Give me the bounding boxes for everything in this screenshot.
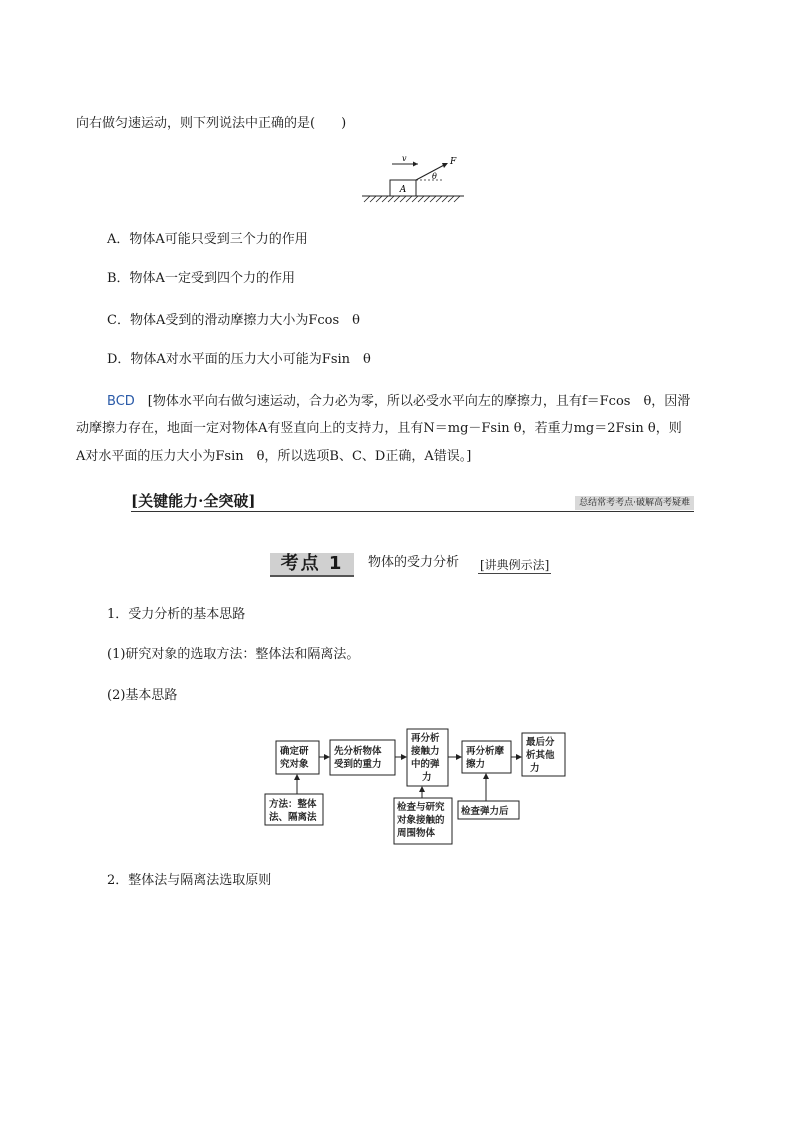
- flow-note-2-line-3: 周围物体: [397, 828, 436, 839]
- section-tag: 总结常考考点·破解高考疑难: [575, 496, 694, 510]
- option-d: D．物体A对水平面的压力大小可能为Fsin θ: [107, 352, 371, 367]
- flow-box-4-line-2: 擦力: [466, 759, 486, 770]
- answer-key: BCD: [107, 394, 135, 409]
- flow-box-5-line-1: 最后分: [526, 737, 555, 748]
- option-a: A．物体A可能只受到三个力的作用: [107, 232, 308, 247]
- flow-note-1-line-1: 方法：整体: [269, 799, 317, 810]
- heading-selection-principle: 2．整体法与隔离法选取原则: [107, 873, 272, 888]
- question-stem: 向右做匀速运动，则下列说法中正确的是( ): [76, 116, 347, 131]
- kaodian-topic: 物体的受力分析: [368, 555, 460, 570]
- answer-line-3: A对水平面的压力大小为Fsin θ，所以选项B、C、D正确，A错误。]: [76, 449, 472, 464]
- flow-box-5-line-2: 析其他: [526, 750, 555, 761]
- flow-box-3-line-3: 中的弹: [411, 759, 440, 770]
- kaodian-method: [讲典例示法]: [480, 558, 550, 572]
- flow-box-3-line-2: 接触力: [411, 746, 440, 757]
- flow-box-1-line-1: 确定研: [280, 746, 309, 757]
- flowchart: [262, 724, 572, 848]
- force-arrow: [416, 164, 446, 180]
- flow-note-2-line-1: 检查与研究: [397, 802, 445, 813]
- flow-box-2-line-2: 受到的重力: [334, 759, 382, 770]
- flow-box-2-line-1: 先分析物体: [334, 746, 382, 757]
- option-b: B．物体A一定受到四个力的作用: [107, 271, 295, 286]
- flow-box-5-line-3: 力: [530, 763, 540, 774]
- velocity-label: v: [402, 154, 407, 163]
- paragraph-object-selection: (1)研究对象的选取方法：整体法和隔离法。: [107, 647, 360, 662]
- flow-box-3-line-1: 再分析: [411, 733, 440, 744]
- option-c: C．物体A受到的滑动摩擦力大小为Fcos θ: [107, 313, 360, 328]
- block-force-figure: [360, 152, 470, 208]
- kaodian-label: 考点 1: [270, 553, 354, 577]
- flow-note-1-line-2: 法、隔离法: [269, 812, 317, 823]
- section-header: [131, 492, 694, 512]
- answer-line-1: [107, 394, 690, 410]
- flow-box-1-line-2: 究对象: [280, 759, 309, 770]
- angle-label: θ: [432, 172, 437, 181]
- force-label: F: [450, 157, 457, 167]
- section-title: [关键能力·全突破]: [131, 492, 256, 510]
- flow-box-4-line-1: 再分析摩: [466, 746, 505, 757]
- ground-hatch: [364, 196, 460, 202]
- answer-text-1: [物体水平向右做匀速运动，合力必为零，所以必受水平向左的摩擦力，且有f＝Fcos θ，因滑: [134, 394, 691, 409]
- heading-basic-approach: 1．受力分析的基本思路: [107, 607, 246, 622]
- flow-note-3-line-1: 检查弹力后: [461, 806, 509, 817]
- section-rule: [131, 511, 694, 512]
- block-label: A: [399, 185, 407, 195]
- answer-line-2: 动摩擦力存在，地面一定对物体A有竖直向上的支持力，且有N＝mg－Fsin θ，若重力mg＝2Fsin θ，则: [76, 421, 682, 436]
- flow-note-2-line-2: 对象接触的: [397, 815, 445, 826]
- flow-box-3-line-4: 力: [422, 772, 432, 783]
- paragraph-basic-approach: (2)基本思路: [107, 688, 178, 703]
